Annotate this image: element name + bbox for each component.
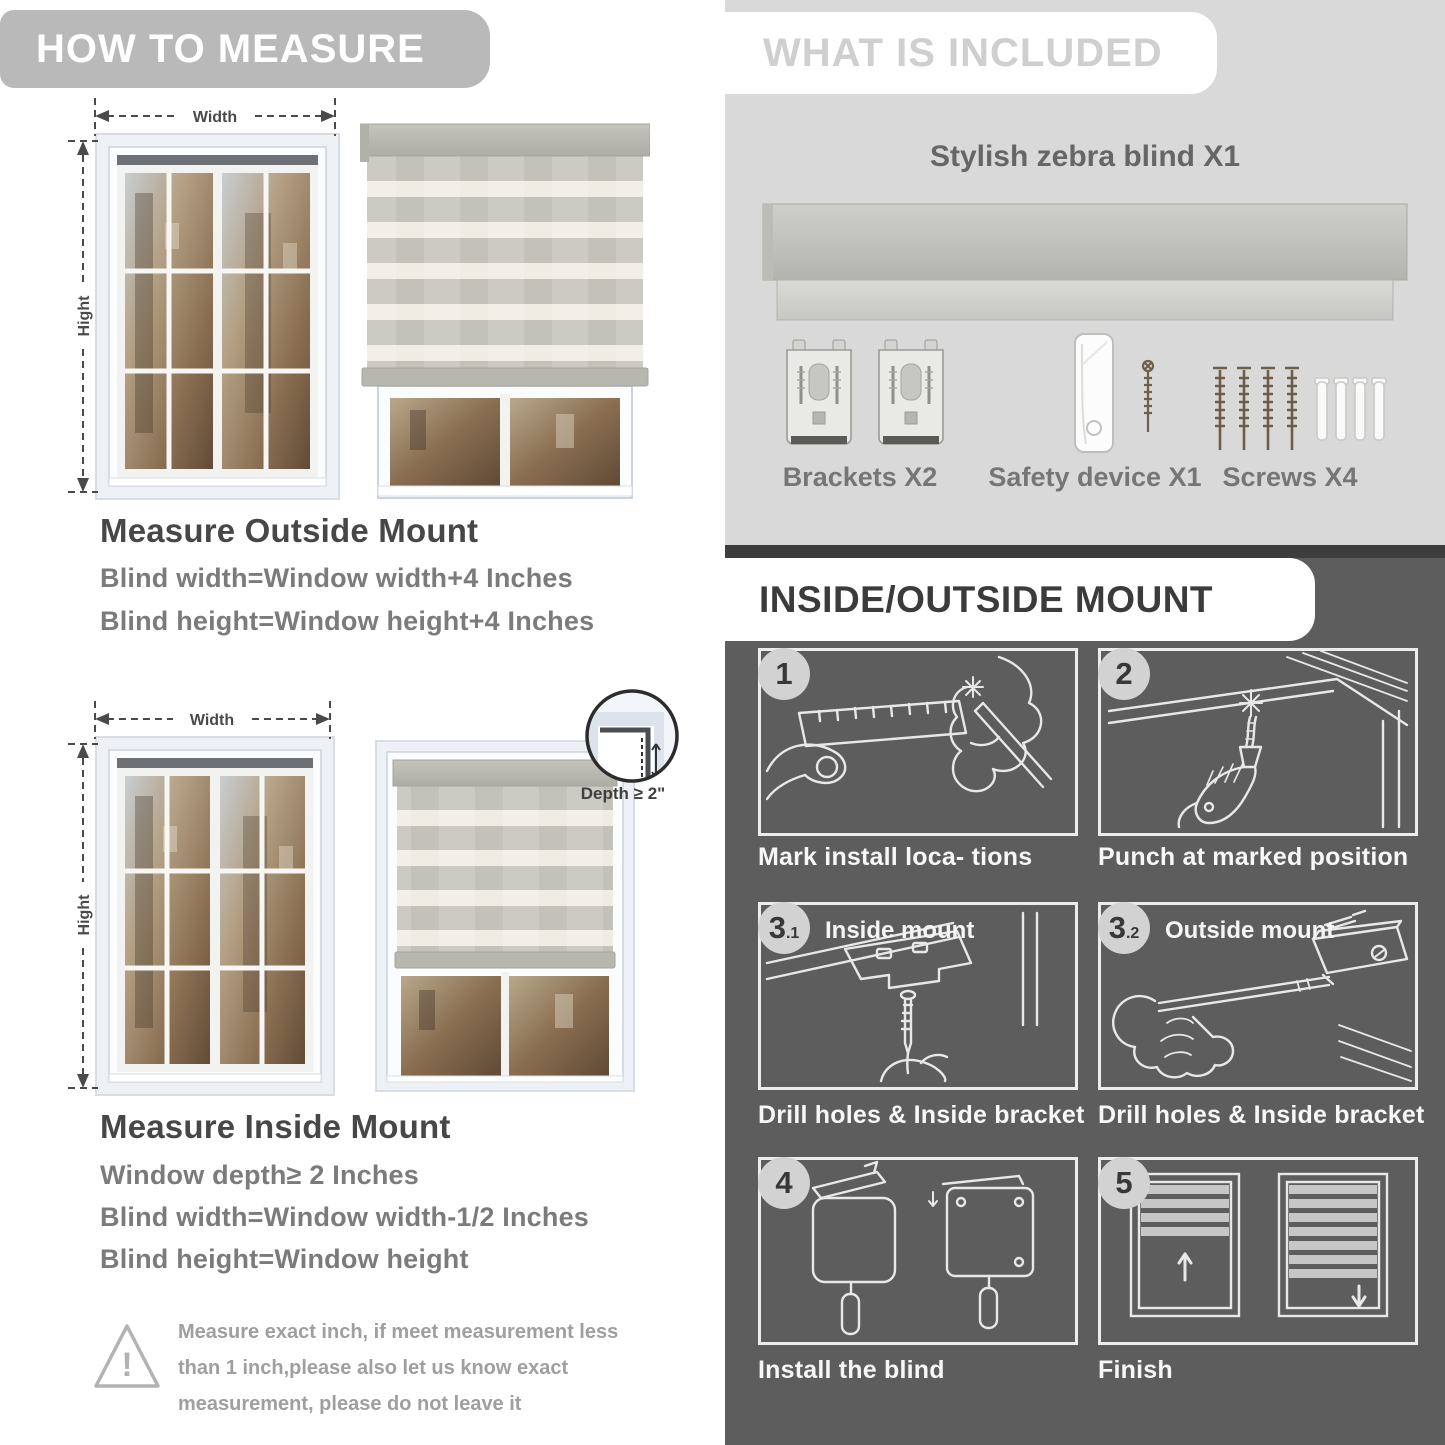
zebra-blind-outside-photo [360, 118, 650, 503]
height-label: Hight [76, 295, 93, 337]
step-number-badge: 3 .1 [758, 902, 810, 954]
step-caption-2: Punch at marked position [1098, 843, 1409, 871]
outside-mount-rule-width: Blind width=Window width+4 Inches [100, 563, 573, 593]
screws-icon [1210, 362, 1390, 457]
measurement-warning-text: Measure exact inch, if meet measurement less than 1 inch,please also let us know exact measurement, please do not leave it [178, 1321, 619, 1415]
inside-mount-rule-width: Blind width=Window width-1/2 Inches [100, 1202, 590, 1232]
outside-mount-title: Outside mount [1165, 917, 1335, 944]
height-dimension-line [66, 133, 100, 500]
mount-section-header: INSIDE/OUTSIDE MOUNT [725, 558, 1315, 641]
window-photo-outside [95, 133, 340, 500]
height-dimension-line [66, 736, 100, 1096]
width-dimension-line [85, 699, 340, 741]
width-label: Width [192, 109, 238, 126]
step-number-badge: 2 [1098, 648, 1150, 700]
step-caption-1: Mark install loca- tions [758, 843, 1033, 871]
inside-mount-rule-height: Blind height=Window height [100, 1244, 469, 1274]
step-panel-3-2 [1098, 902, 1418, 1090]
step-panel-4 [758, 1157, 1078, 1345]
step-number-badge: 4 [758, 1157, 810, 1209]
depth-note: Depth ≥ 2" [580, 784, 666, 803]
width-label: Width [189, 712, 235, 729]
warning-mark: ! [121, 1346, 133, 1384]
step-number-badge: 1 [758, 648, 810, 700]
blind-headrail-icon [761, 200, 1409, 322]
step-panel-1 [758, 648, 1078, 836]
outside-mount-heading: Measure Outside Mount [100, 512, 479, 549]
step-number-badge: 3 .2 [1098, 902, 1150, 954]
inside-mount-heading: Measure Inside Mount [100, 1108, 451, 1145]
height-label: Hight [76, 894, 93, 936]
what-is-included-header: WHAT IS INCLUDED [725, 12, 1217, 94]
step-caption-4: Install the blind [758, 1356, 945, 1384]
what-is-included-section [725, 0, 1445, 545]
outside-mount-rule-height: Blind height=Window height+4 Inches [100, 606, 595, 636]
window-photo-inside [95, 736, 335, 1096]
safety-device-label: Safety device X1 [988, 462, 1202, 492]
step-caption-5: Finish [1098, 1356, 1173, 1384]
safety-device-icon [1055, 332, 1175, 457]
warning-triangle-icon [92, 1318, 162, 1396]
included-blind-label: Stylish zebra blind X1 [929, 140, 1241, 173]
depth-magnifier-icon [582, 686, 682, 786]
inside-mount-rule-depth: Window depth≥ 2 Inches [100, 1160, 419, 1190]
width-dimension-line [85, 96, 345, 138]
step-caption-3-1: Drill holes & Inside bracket [758, 1101, 1085, 1129]
how-to-measure-header: HOW TO MEASURE [0, 10, 490, 88]
step-panel-2 [1098, 648, 1418, 836]
mount-instructions-section [725, 545, 1445, 1445]
screws-label: Screws X4 [1222, 462, 1358, 492]
step-panel-5 [1098, 1157, 1418, 1345]
step-caption-3-2: Drill holes & Inside bracket [1098, 1101, 1425, 1129]
inside-mount-title: Inside mount [825, 917, 975, 944]
brackets-label: Brackets X2 [782, 462, 938, 492]
brackets-icon [783, 338, 948, 456]
step-panel-3-1 [758, 902, 1078, 1090]
step-number-badge: 5 [1098, 1157, 1150, 1209]
